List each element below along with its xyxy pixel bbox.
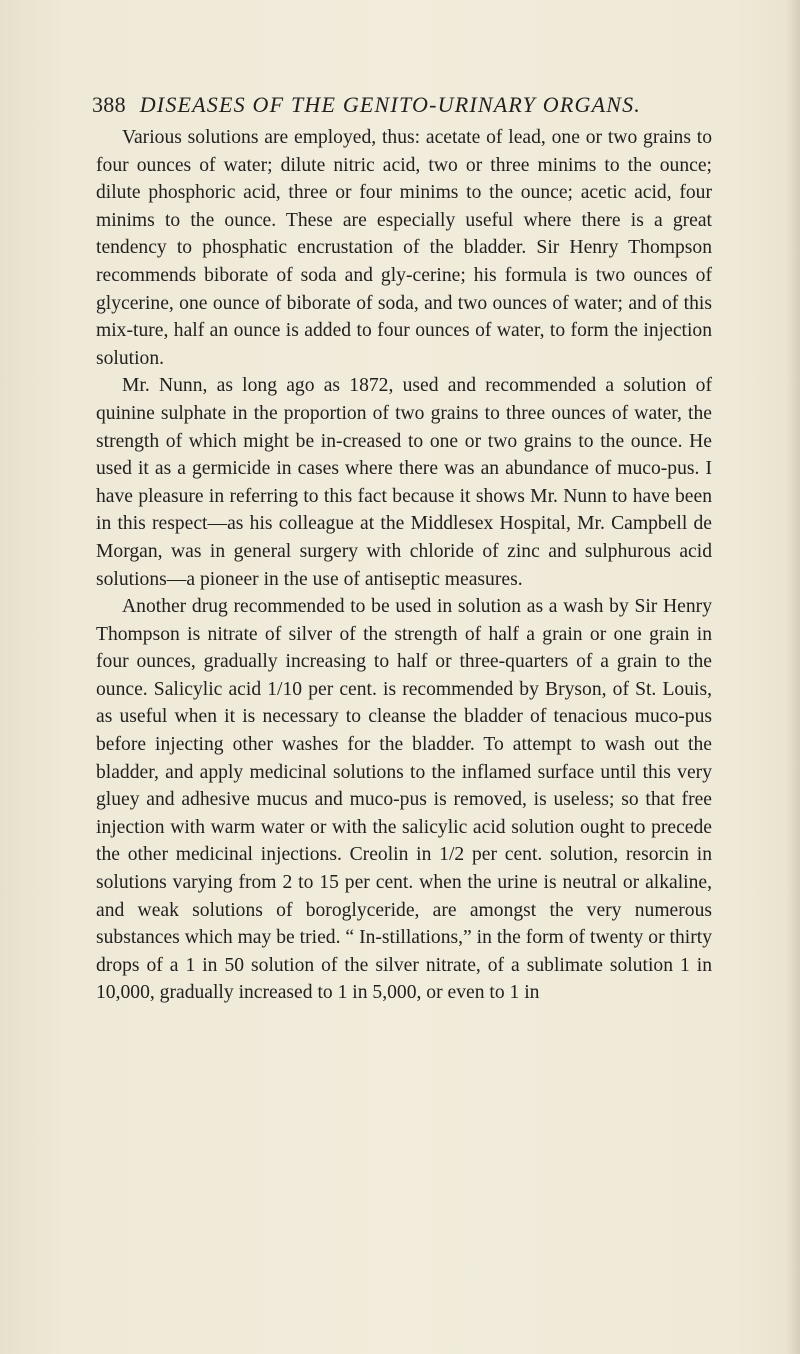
paragraph-nitrate: Another drug recommended to be used in solution as a wash by Sir Henry Thompson is nitrate of silver of the strength of half a grain or one grain in four ounces, gradually increasing to half or three-quarters of a grain to the ounce. Salicylic acid 1/10 per cent. is recommended by Bryson, of St. Louis, as useful when it is necessary to cleanse the bladder of tenacious muco-pus before injecting other washes for the bladder. To attempt to wash out the bladder, and apply medicinal solutions to the inflamed surface until this very gluey and adhesive mucus and muco-pus is removed, is useless; so that free injection with warm water or with the salicylic acid solution ought to precede the other medicinal injections. Creolin in 1/2 per cent. solution, resorcin in solutions varying from 2 to 15 per cent. when the urine is neutral or alkaline, and weak solutions of boroglyceride, are amongst the very numerous substances which may be tried. “ In-stillations,” in the form of twenty or thirty drops of a 1 in 50 solution of the silver nitrate, of a sublimate solution 1 in 10,000, gradually increased to 1 in 5,000, or even to 1 in xyxy=(96,596,712,1004)
running-title: DISEASES OF THE GENITO-URINARY ORGANS. xyxy=(139,92,641,117)
running-header xyxy=(92,92,752,118)
page-edge-shadow xyxy=(786,0,800,1354)
paragraph-solutions: Various solutions are employed, thus: acetate of lead, one or two grains to four ounces of water; dilute nitric acid, two or three minims to the ounce; dilute phosphoric acid, three or four minims to the ounce; acetic acid, four minims to the ounce. These are especially useful where there is a great tendency to phosphatic encrustation of the bladder. Sir Henry Thompson recommends biborate of soda and gly-cerine; his formula is two ounces of glycerine, one ounce of biborate of soda, and two ounces of water; and of this mix-ture, half an ounce is added to four ounces of water, to form the injection solution. xyxy=(96,127,712,369)
body-text xyxy=(96,124,712,1007)
paragraph-nunn: Mr. Nunn, as long ago as 1872, used and recommended a solution of quinine sulphate in the proportion of two grains to three ounces of water, the strength of which might be in-creased to one or two grains to the ounce. He used it as a germicide in cases where there was an abundance of muco-pus. I have pleasure in referring to this fact because it shows Mr. Nunn to have been in this respect—as his colleague at the Middlesex Hospital, Mr. Campbell de Morgan, was in general surgery with chloride of zinc and sulphurous acid solutions—a pioneer in the use of antiseptic measures. xyxy=(96,375,712,590)
page-number: 388 xyxy=(92,92,126,117)
